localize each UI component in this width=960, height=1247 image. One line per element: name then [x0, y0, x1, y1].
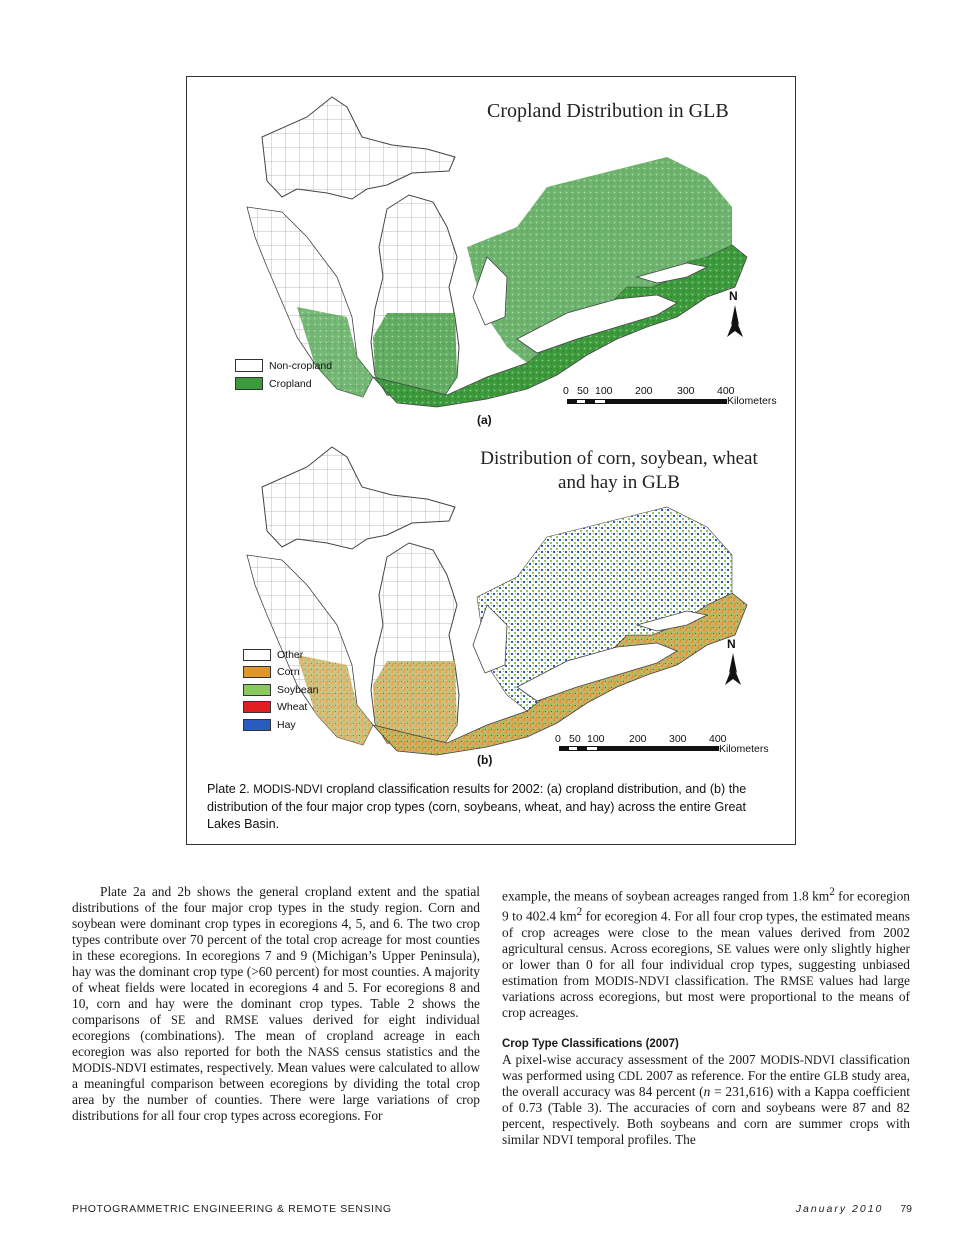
- paragraph: example, the means of soybean acreages ranged from 1.8 $km^2$ for ecoregion 9 to 402.4 $km^2$ for ecoregion 4. For all four crop types, the estimated means of crop acreages were close to the mean values derived from 2002 agricultural census. Across ecoregions, SE values were only slightly higher or lower than 0 for all four individual crop types, suggesting unbiased estimation from MODIS-NDVI classification. The RMSE values had large variations across ecoregions, but most were proportional to the means of crop acreages.: [502, 886, 911, 1020]
- scale-bar-b: [559, 746, 719, 751]
- legend-b-corn: Corn: [243, 666, 300, 678]
- body-column-left: [72, 884, 480, 1124]
- legend-swatch: [243, 701, 271, 713]
- legend-b-other: Other: [243, 649, 303, 661]
- legend-swatch: [243, 684, 271, 696]
- scale-tick: 400: [717, 385, 735, 397]
- scale-tick: 50: [577, 385, 589, 397]
- legend-swatch: [243, 649, 271, 661]
- scale-tick: 0: [563, 385, 569, 397]
- section-heading: Crop Type Classifications (2007): [502, 1037, 679, 1050]
- scale-tick: 100: [595, 385, 613, 397]
- north-label-a: N: [729, 289, 738, 303]
- scale-unit-a: Kilometers: [727, 395, 777, 407]
- legend-b-soybean: Soybean: [243, 684, 318, 696]
- scale-tick: 300: [669, 733, 687, 745]
- scale-tick: 400: [709, 733, 727, 745]
- body-column-right: [502, 884, 910, 1148]
- scale-bar-a: [567, 399, 727, 404]
- panel-b-label: (b): [477, 753, 493, 767]
- plate-2-figure: [186, 76, 796, 845]
- scale-tick: 0: [555, 733, 561, 745]
- scale-tick: 300: [677, 385, 695, 397]
- scale-tick: 100: [587, 733, 605, 745]
- legend-a-cropland: Cropland: [235, 377, 312, 390]
- page-footer-right: [796, 1203, 912, 1215]
- paragraph: Plate 2a and 2b shows the general cropland extent and the spatial distributions of the four major crop types in the study region. Corn and soybean were dominant crop types in ecoregions 4, 5, and 6. The two crop types contribute over 70 percent of the total crop acreage for most counties in these ecoregions. In ecoregions 7 and 9 (Michigan’s Upper Peninsula), hay was the dominant crop type (>60 percent) for most counties. A majority of wheat fields were located in ecoregions 4 and 5. For ecoregions 8 and 10, corn and hay were the dominant crop types. Table 2 shows the comparisons of SE and RMSE values derived for eight individual ecoregions (combinations). The mean of cropland acreage in each ecoregion was also reported for both the NASS census statistics and the MODIS-NDVI estimates, respectively. Mean values were calculated to allow a meaningful comparison between ecoregions by dividing the total crop area by the number of counties. There were large variations of crop distributions for all four crop types across ecoregions. For: [72, 884, 480, 1123]
- legend-swatch: [235, 377, 263, 390]
- north-label-b: N: [727, 637, 736, 651]
- scale-tick: 50: [569, 733, 581, 745]
- legend-b-wheat: Wheat: [243, 701, 307, 713]
- issue-date: January 2010: [795, 1203, 884, 1215]
- map-b-title: Distribution of corn, soybean, wheat and hay in GLB: [480, 448, 758, 493]
- legend-swatch: [243, 719, 271, 731]
- scale-tick: 200: [629, 733, 647, 745]
- scale-unit-b: Kilometers: [719, 743, 769, 755]
- paragraph: A pixel-wise accuracy assessment of the 2007 MODIS-NDVI classification was performed using CDL 2007 as reference. For the entire GLB study area, the overall accuracy was 84 percent (n = 231,616) with a Kappa coefficient of 0.73 (Table 3). The accuracies of corn and soybeans were 87 and 82 percent, respectively. Both soybeans and corn are summer crops with similar NDVI temporal profiles. The: [502, 1051, 911, 1147]
- page-number: 79: [900, 1203, 912, 1215]
- figure-caption: Plate 2. MODIS-NDVI cropland classification results for 2002: (a) cropland distribution, and (b) the distribution of the four major crop types (corn, soybeans, wheat, and hay) across the entire Great Lakes Basin.: [207, 782, 747, 831]
- scale-tick: 200: [635, 385, 653, 397]
- map-a-title: Cropland Distribution in GLB: [487, 100, 729, 122]
- legend-swatch: [243, 666, 271, 678]
- panel-a-label: (a): [477, 413, 492, 427]
- legend-b-hay: Hay: [243, 719, 296, 731]
- journal-name: PHOTOGRAMMETRIC ENGINEERING & REMOTE SENSING: [72, 1203, 392, 1215]
- legend-a-noncropland: Non-cropland: [235, 359, 332, 372]
- legend-swatch: [235, 359, 263, 372]
- north-arrow-b-icon: [725, 653, 741, 685]
- north-arrow-a-icon: [727, 305, 743, 337]
